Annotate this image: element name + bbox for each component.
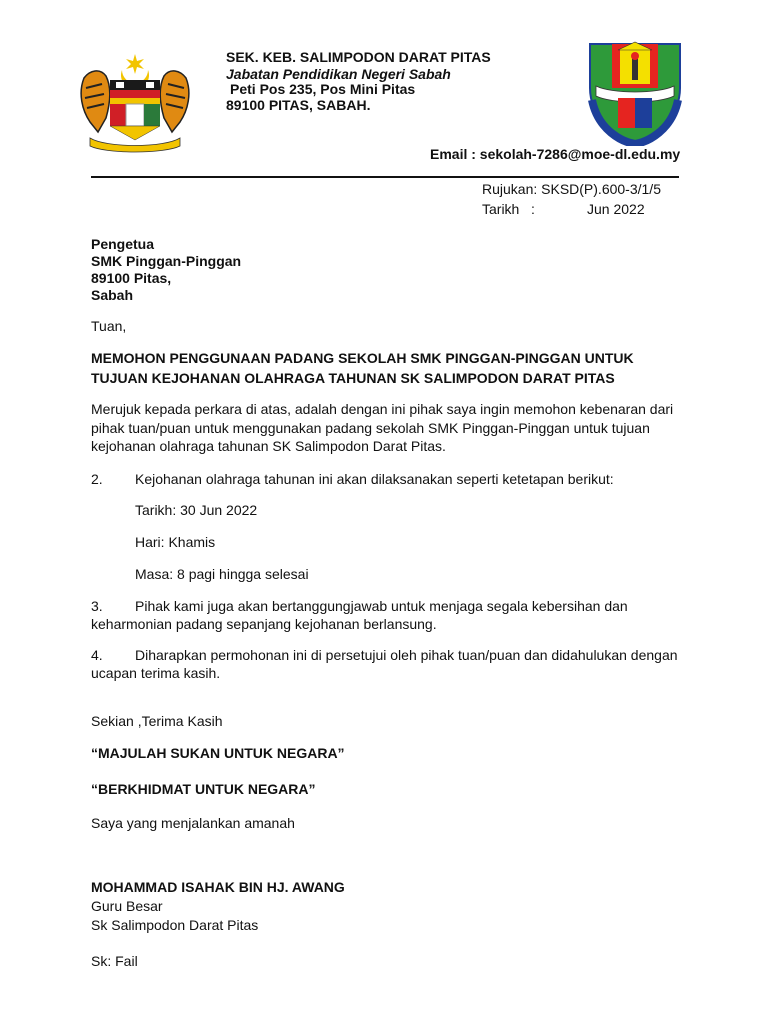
date-separator: : — [531, 201, 535, 217]
reference-number: Rujukan: SKSD(P).600-3/1/5 — [482, 181, 661, 197]
item-text: keharmonian padang sepanjang kejohanan berlansung. — [91, 616, 437, 632]
body-paragraph-line: kejohanan olahraga tahunan SK Salimpodon Darat Pitas. — [91, 438, 446, 454]
signatory-school: Sk Salimpodon Darat Pitas — [91, 917, 259, 933]
date-value: Jun 2022 — [587, 201, 645, 217]
slogan-service: “BERKHIDMAT UNTUK NEGARA” — [91, 781, 316, 797]
slogan-sports: “MAJULAH SUKAN UNTUK NEGARA” — [91, 745, 345, 761]
closing-amanah: Saya yang menjalankan amanah — [91, 815, 295, 831]
item-number: 2. — [91, 471, 103, 487]
subject-line: MEMOHON PENGGUNAAN PADANG SEKOLAH SMK PINGGAN-PINGGAN UNTUK — [91, 350, 634, 366]
copy-to: Sk: Fail — [91, 953, 138, 969]
recipient-line: SMK Pinggan-Pinggan — [91, 253, 242, 269]
item-text: Diharapkan permohonan ini di persetujui oleh pihak tuan/puan dan didahulukan dengan — [135, 647, 678, 663]
body-paragraph-line: Merujuk kepada perkara di atas, adalah dengan ini pihak saya ingin memohon kebenaran dari — [91, 401, 674, 417]
event-time: Masa: 8 pagi hingga selesai — [135, 566, 309, 582]
item-number: 3. — [91, 598, 103, 614]
signatory-name: MOHAMMAD ISAHAK BIN HJ. AWANG — [91, 879, 345, 895]
school-email: Email : sekolah-7286@moe-dl.edu.my — [430, 146, 681, 162]
school-name: SEK. KEB. SALIMPODON DARAT PITAS — [226, 49, 491, 65]
po-box: Peti Pos 235, Pos Mini Pitas — [230, 81, 416, 97]
department-name: Jabatan Pendidikan Negeri Sabah — [226, 66, 451, 82]
item-text: ucapan terima kasih. — [91, 665, 221, 681]
item-text: Kejohanan olahraga tahunan ini akan dilaksanakan seperti ketetapan berikut: — [135, 471, 614, 487]
closing-thanks: Sekian ,Terima Kasih — [91, 713, 223, 729]
event-date: Tarikh: 30 Jun 2022 — [135, 502, 258, 518]
date-label: Tarikh — [482, 201, 520, 217]
recipient-line: Sabah — [91, 287, 134, 303]
body-paragraph-line: pihak tuan/puan untuk menggunakan padang sekolah SMK Pinggan-Pinggan untuk tujuan — [91, 420, 650, 436]
letterhead-divider — [91, 176, 679, 178]
signatory-title: Guru Besar — [91, 898, 163, 914]
recipient-line: Pengetua — [91, 236, 155, 252]
item-text: Pihak kami juga akan bertanggungjawab untuk menjaga segala kebersihan dan — [135, 598, 628, 614]
postcode-city: 89100 PITAS, SABAH. — [226, 97, 371, 113]
item-number: 4. — [91, 647, 103, 663]
left-crest-logo — [76, 48, 194, 156]
salutation: Tuan, — [91, 318, 127, 334]
school-shield-logo — [582, 38, 688, 146]
recipient-line: 89100 Pitas, — [91, 270, 172, 286]
event-day: Hari: Khamis — [135, 534, 216, 550]
subject-line: TUJUAN KEJOHANAN OLAHRAGA TAHUNAN SK SALIMPODON DARAT PITAS — [91, 370, 615, 386]
